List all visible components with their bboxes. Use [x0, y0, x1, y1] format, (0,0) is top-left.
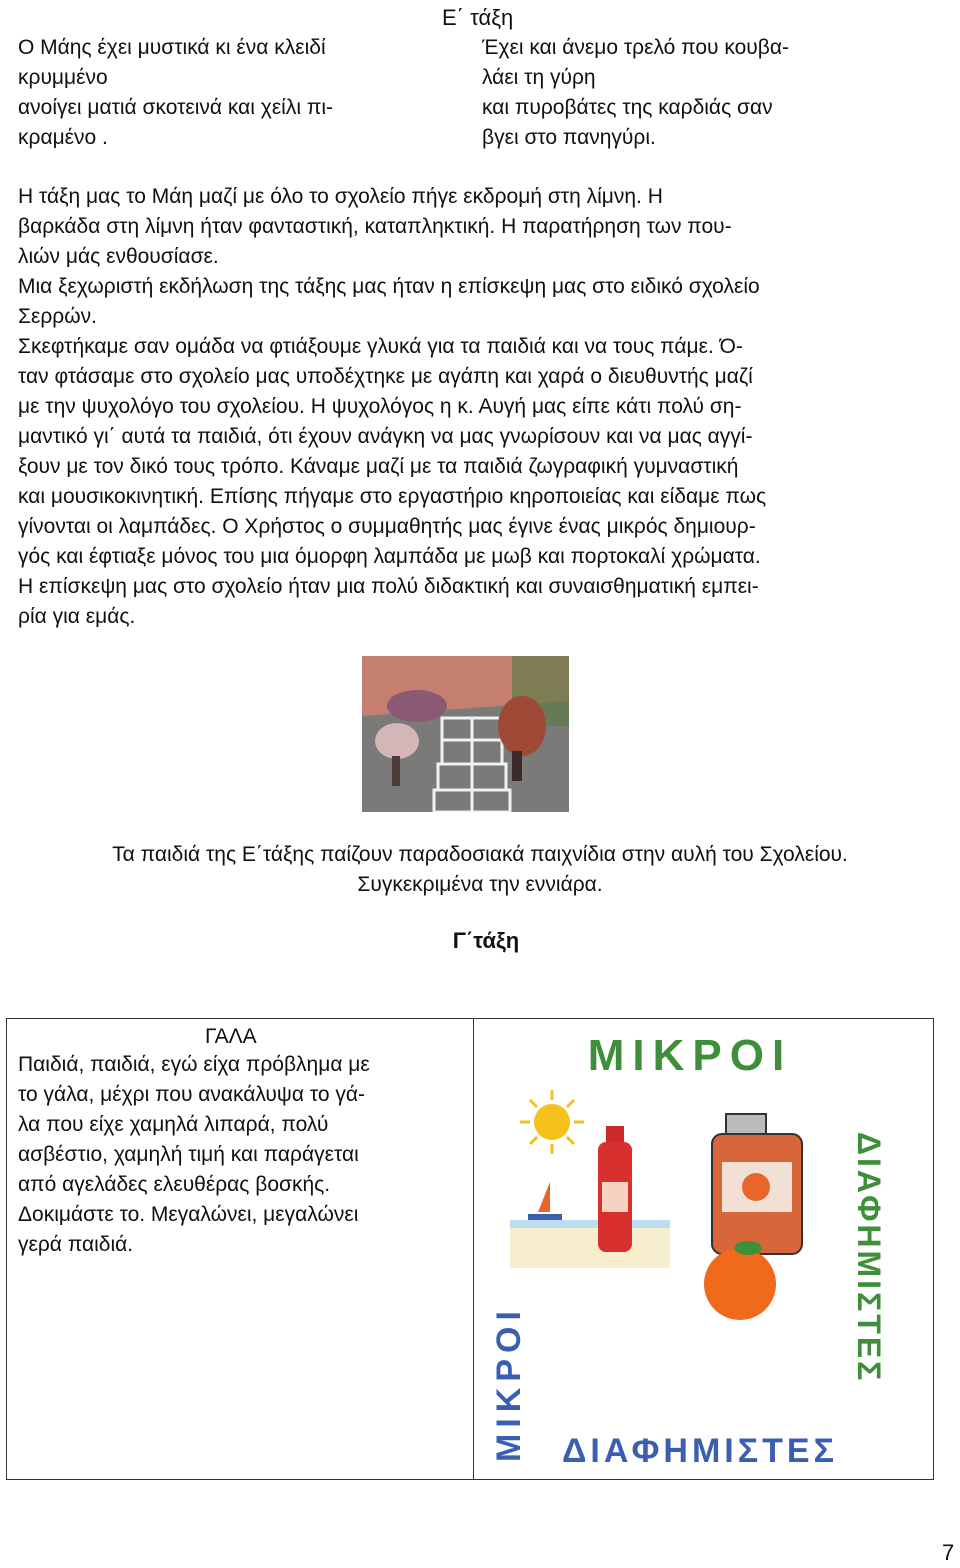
poster-right-word: ΔΙΑΦΗΜΙΣΤΕΣ [851, 1132, 887, 1384]
poem-left-line: ανοίγει ματιά σκοτεινά και χείλι πι- [18, 96, 333, 119]
poem-right-line: βγει στο πανηγύρι. [482, 126, 656, 149]
poster-left-word: ΜΙΚΡΟΙ [490, 1305, 528, 1462]
frame-divider [473, 1018, 474, 1480]
poem-left-line: κραμένο . [18, 126, 108, 149]
body-line: Σκεφτήκαμε σαν ομάδα να φτιάξουμε γλυκά για τα παιδιά και να τους πάμε. Ό- [18, 335, 743, 358]
sailboat-drawing [528, 1182, 562, 1220]
poster-top-word: ΜΙΚΡΟΙ [587, 1031, 793, 1080]
poster-bottom-word: ΔΙΑΦΗΜΙΣΤΕΣ [561, 1432, 839, 1470]
poem-left-column [18, 33, 333, 153]
body-line: με την ψυχολόγο του σχολείου. Η ψυχολόγος η κ. Αυγή μας είπε κάτι πολύ ση- [18, 395, 742, 418]
milk-ad-line: Δοκιμάστε το. Μεγαλώνει, μεγαλώνει [18, 1203, 359, 1226]
page-number: 7 [942, 1540, 955, 1565]
body-line: μαντικό γι΄ αυτά τα παιδιά, ότι έχουν ανάγκη να μας γνωρίσουν και να μας αγγί- [18, 425, 753, 448]
photo-caption-line: Τα παιδιά της Ε΄τάξης παίζουν παραδοσιακά παιχνίδια στην αυλή του Σχολείου. [112, 843, 848, 866]
body-line: και μουσικοκινητική. Επίσης πήγαμε στο εργαστήριο κηροποιείας και είδαμε πως [18, 485, 767, 508]
poem-left-line: κρυμμένο [18, 66, 108, 89]
milk-ad-line: το γάλα, μέχρι που ανακάλυψα το γά- [18, 1083, 366, 1106]
milk-ad-line: ασβέστιο, χαμηλή τιμή και παράγεται [18, 1143, 359, 1166]
photo-caption-line: Συγκεκριμένα την εννιάρα. [357, 873, 603, 896]
body-line: γός και έφτιαξε μόνος του μια όμορφη λαμπάδα με μωβ και πορτοκαλί χρώματα. [18, 545, 761, 568]
article-body [18, 182, 948, 632]
milk-ad-line: λα που είχε χαμηλά λιπαρά, πολύ [18, 1113, 329, 1136]
juice-carton-drawing [712, 1114, 802, 1254]
body-line: ρία για εμάς. [18, 605, 136, 628]
poster-illustration [490, 1022, 890, 1474]
milk-ad-line: Παιδιά, παιδιά, εγώ είχα πρόβλημα με [18, 1053, 370, 1076]
hopscotch-photo [362, 656, 569, 812]
milk-ad-title: ΓΑΛΑ [205, 1025, 257, 1048]
milk-ad-line: από αγελάδες ελευθέρας βοσκής. [18, 1173, 331, 1196]
body-line: λιών μάς ενθουσίασε. [18, 245, 219, 268]
body-line: Η τάξη μας το Μάη μαζί με όλο το σχολείο πήγε εκδρομή στη λίμνη. Η [18, 185, 663, 208]
poem-right-column [482, 33, 789, 153]
body-line: ταν φτάσαμε στο σχολείο μας υποδέχτηκε με αγάπη και χαρά ο διευθυντής μαζί [18, 365, 753, 388]
body-line: βαρκάδα στη λίμνη ήταν φανταστική, καταπληκτική. Η παρατήρηση των που- [18, 215, 732, 238]
body-line: Μια ξεχωριστή εκδήλωση της τάξης μας ήταν η επίσκεψη μας στο ειδικό σχολείο [18, 275, 760, 298]
body-line: ξουν με τον δικό τους τρόπο. Κάναμε μαζί με τα παιδιά ζωγραφική γυμναστική [18, 455, 739, 478]
poem-right-line: και πυροβάτες της καρδιάς σαν [482, 96, 773, 119]
hopscotch-photo-illustration [362, 656, 569, 812]
poem-right-line: Έχει και άνεμο τρελό που κουβα- [482, 36, 789, 59]
poem-right-line: λάει τη γύρη [482, 66, 596, 89]
milk-ad-line: γερά παιδιά. [18, 1233, 134, 1256]
juice-bottle-drawing [598, 1126, 632, 1252]
mikroi-diafimistes-poster [490, 1022, 890, 1474]
class-e-heading: Ε΄ τάξη [442, 5, 514, 30]
body-line: Σερρών. [18, 305, 97, 328]
body-line: γίνονται οι λαμπάδες. Ο Χρήστος ο συμμαθητής μας έγινε ένας μικρός δημιουρ- [18, 515, 756, 538]
class-c-heading: Γ΄τάξη [452, 928, 520, 953]
poem-left-line: Ο Μάης έχει μυστικά κι ένα κλειδί [18, 36, 326, 59]
sun-drawing [520, 1090, 584, 1154]
milk-ad-text [18, 1050, 370, 1260]
body-line: Η επίσκεψη μας στο σχολείο ήταν μια πολύ διδακτική και συναισθηματική εμπει- [18, 575, 759, 598]
